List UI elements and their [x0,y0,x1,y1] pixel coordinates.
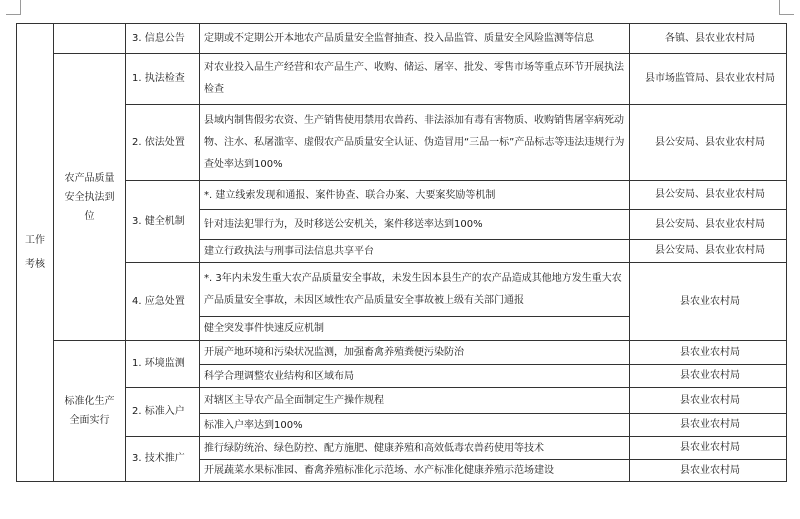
responsible-cell: 县市场监管局、县农业农村局 [630,54,787,105]
responsible-cell: 县农业农村局 [630,460,787,482]
table-row [17,181,787,210]
section-title-cell: 农产品质量安全执法到位 [54,54,126,341]
category-line1: 工作 [25,234,45,246]
table-row [17,341,787,365]
responsible-cell: 县公安局、县农业农村局 [630,240,787,263]
item-number-cell: 3. 健全机制 [126,181,200,263]
responsible-cell: 县农业农村局 [630,365,787,388]
content-cell: 对农业投入品生产经营和农产品生产、收购、储运、屠宰、批发、零售市场等重点环节开展执法检查 [200,54,630,105]
item-number-cell: 1. 执法检查 [126,54,200,105]
category-cell [17,24,54,482]
responsible-cell: 县农业农村局 [630,437,787,460]
content-cell: 建立行政执法与刑事司法信息共享平台 [200,240,630,263]
responsible-cell: 县农业农村局 [630,388,787,414]
content-cell: 针对违法犯罪行为，及时移送公安机关，案件移送率达到100% [200,210,630,240]
item-number-cell: 3. 信息公告 [126,24,200,54]
table-row [17,437,787,460]
item-number-cell: 4. 应急处置 [126,263,200,341]
assessment-table [16,23,787,482]
table-row [17,105,787,181]
table-row [17,54,787,105]
content-cell: *. 3年内未发生重大农产品质量安全事故，未发生因本县生产的农产品造成其他地方发生重大农产品质量安全事故，未因区域性农产品质量安全事故被上级有关部门通报 [200,263,630,317]
section-title-cell: 标准化生产全面实行 [54,341,126,482]
page-corner-mark-left [6,0,21,15]
item-number-cell: 1. 环境监测 [126,341,200,388]
content-cell: 推行绿防统治、绿色防控、配方施肥、健康养殖和高效低毒农兽药使用等技术 [200,437,630,460]
content-cell: 开展产地环境和污染状况监测，加强畜禽养殖粪便污染防治 [200,341,630,365]
item-number-cell: 2. 标准入户 [126,388,200,437]
responsible-cell: 县农业农村局 [630,341,787,365]
responsible-cell: 县公安局、县农业农村局 [630,210,787,240]
item-number-cell: 3. 技术推广 [126,437,200,482]
content-cell: 开展蔬菜水果标准园、畜禽养殖标准化示范场、水产标准化健康养殖示范场建设 [200,460,630,482]
responsible-cell: 县农业农村局 [630,263,787,341]
item-number-cell: 2. 依法处置 [126,105,200,181]
responsible-cell: 县公安局、县农业农村局 [630,181,787,210]
content-cell: 科学合理调整农业结构和区域布局 [200,365,630,388]
content-cell: *. 建立线索发现和通报、案件协查、联合办案、大要案奖励等机制 [200,181,630,210]
responsible-cell: 县农业农村局 [630,414,787,437]
section-title-cell [54,24,126,54]
content-cell: 定期或不定期公开本地农产品质量安全监督抽查、投入品监管、质量安全风险监测等信息 [200,24,630,54]
category-line2: 考核 [25,258,45,270]
table-row [17,263,787,317]
page-corner-mark-right [779,0,794,15]
responsible-cell: 县公安局、县农业农村局 [630,105,787,181]
content-cell: 标准入户率达到100% [200,414,630,437]
responsible-cell: 各镇、县农业农村局 [630,24,787,54]
content-cell: 健全突发事件快速反应机制 [200,317,630,341]
content-cell: 对辖区主导农产品全面制定生产操作规程 [200,388,630,414]
table-row [17,24,787,54]
content-cell: 县域内制售假劣农资、生产销售使用禁用农兽药、非法添加有毒有害物质、收购销售屠宰病死动物、注水、私屠滥宰、虚假农产品质量安全认证、伪造冒用“三品一标”产品标志等违法违规行为查处率达到100% [200,105,630,181]
table-row [17,388,787,414]
